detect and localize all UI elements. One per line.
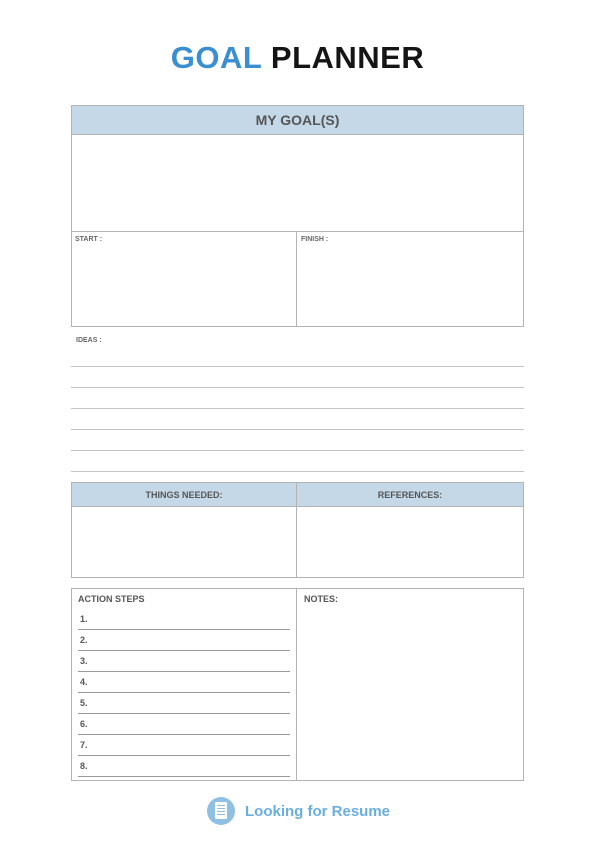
ideas-line xyxy=(71,471,524,472)
step-number: 4. xyxy=(80,677,88,687)
step-number: 7. xyxy=(80,740,88,750)
finish-label: FINISH : xyxy=(301,236,329,243)
step-number: 8. xyxy=(80,761,88,771)
action-notes-section xyxy=(71,588,524,781)
step-number: 6. xyxy=(80,719,88,729)
things-references-section xyxy=(71,482,524,578)
step-number: 3. xyxy=(80,656,88,666)
resume-logo-icon xyxy=(207,797,235,825)
title-word-goal: GOAL xyxy=(170,40,262,75)
start-label: START : xyxy=(75,236,103,243)
my-goals-section xyxy=(71,105,524,327)
ideas-line xyxy=(71,387,524,388)
action-step-line[interactable] xyxy=(78,735,290,756)
things-needed-header: THINGS NEEDED: xyxy=(72,483,296,507)
title-word-planner: PLANNER xyxy=(270,40,425,75)
action-step-line[interactable] xyxy=(78,756,290,777)
action-step-line[interactable] xyxy=(78,609,290,630)
footer-brand[interactable] xyxy=(207,797,390,825)
start-finish-divider xyxy=(296,231,297,326)
ideas-line xyxy=(71,408,524,409)
step-number: 2. xyxy=(80,635,88,645)
ideas-line xyxy=(71,366,524,367)
ideas-line xyxy=(71,450,524,451)
step-number: 5. xyxy=(80,698,88,708)
action-notes-divider xyxy=(296,589,297,780)
action-step-line[interactable] xyxy=(78,672,290,693)
ideas-line xyxy=(71,429,524,430)
brand-name: Looking for Resume xyxy=(245,802,391,820)
references-header: REFERENCES: xyxy=(297,483,523,507)
action-step-line[interactable] xyxy=(78,651,290,672)
notes-label: NOTES: xyxy=(304,594,339,604)
my-goals-header: MY GOAL(S) xyxy=(72,106,523,135)
page-title xyxy=(0,40,595,76)
action-step-line[interactable] xyxy=(78,714,290,735)
step-number: 1. xyxy=(80,614,88,624)
my-goals-writing-area[interactable] xyxy=(72,135,523,232)
action-step-line[interactable] xyxy=(78,630,290,651)
ideas-label: IDEAS : xyxy=(76,337,102,344)
action-steps-label: ACTION STEPS xyxy=(78,594,145,604)
action-step-line[interactable] xyxy=(78,693,290,714)
things-references-divider xyxy=(296,483,297,577)
